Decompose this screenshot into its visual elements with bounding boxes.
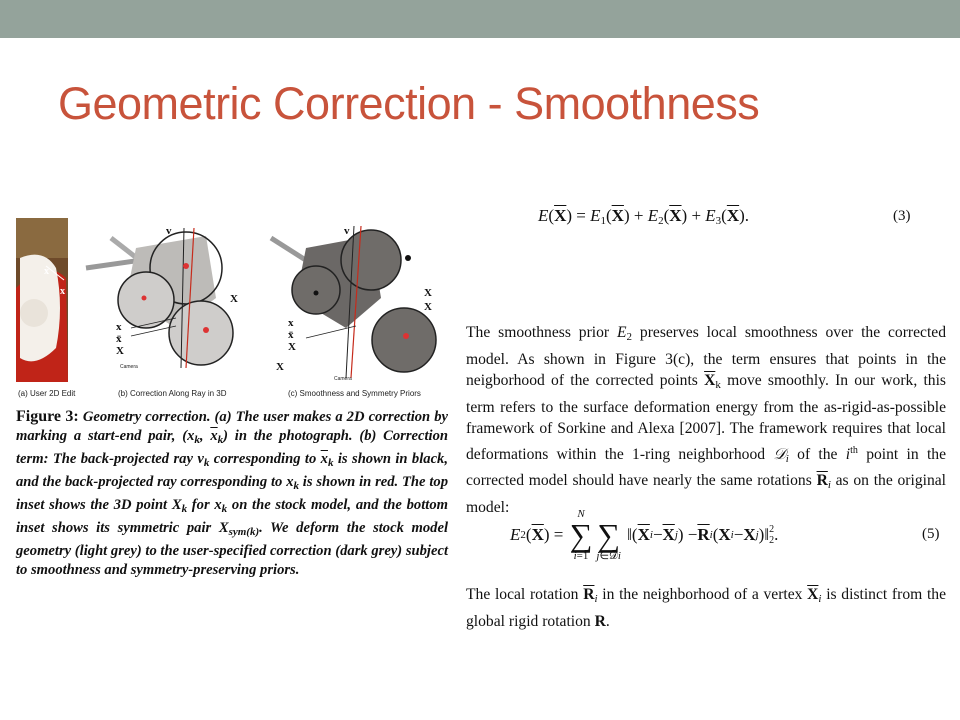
panel-c-label: (c) Smoothness and Symmetry Priors — [288, 389, 421, 398]
svg-text:X: X — [276, 361, 284, 373]
equation-5: E 2 ( $\overline{X}$ ) = N ∑ i=1 ∑ j∈𝒟i ‖( $\overline{X}$ i − $\overline{X}$ j ) − $\overline{R}$ i ( X i − X j )‖ 2 2 . — [510, 508, 779, 562]
panel-b-diagram — [86, 228, 233, 368]
top-banner — [0, 0, 960, 38]
svg-text:X: X — [230, 293, 238, 305]
equation-3: $E(\overline{X}) = E_1(\overline{X}) + E_2(\overline{X}) + E_3(\overline{X})$. — [538, 206, 750, 227]
panel-a-photo — [16, 218, 68, 382]
svg-text:x: x — [44, 266, 49, 277]
svg-text:X: X — [288, 341, 296, 353]
svg-text:Camera: Camera — [120, 364, 138, 370]
svg-text:x: x — [60, 286, 65, 297]
svg-text:x̄: x̄ — [116, 333, 122, 345]
svg-text:Camera: Camera — [334, 376, 352, 382]
figure-caption — [16, 407, 448, 580]
equation-5-number: (5) — [922, 526, 940, 542]
caption-text: Geometry correction. (a) The user makes a 2D correction by marking a start-end pair, ($x_k$, $\overline{x}_k$) in the photograph. (b) Correction term: The back-projected ray $v_k$ corresponding to $\overline{x}_k$ is shown in black, and the back-projected ray corresponding to $x_k$ is shown in red. The top inset shows the 3D point $X_k$ for $x_k$ on the stock model, and the bottom inset shows its symmetric pair $X_{sym(k)}$. We deform the stock model geometry (light grey) to the user-specified correction (dark grey) subject to smoothness and symmetry-preserving priors. — [16, 409, 449, 578]
svg-text:x: x — [288, 317, 294, 329]
slide-title: Geometric Correction - Smoothness — [58, 78, 760, 129]
smoothness-paragraph: The smoothness prior $E_2$ preserves local smoothness over the corrected model. As shown in Figure 3(c), the term ensures that points in the neigborhood of the corrected points $\overline{X}_k$ move smoothly. In our work, this term refers to the surface deformation energy from the as-rigid-as-possible framework of Sorkine and Alexa [2007]. The framework requires that local deformations within the 1-ring neighborhood 𝒟$_i$ of the $i^{th}$ point in the corrected model should have nearly the same rotations $\overline{R}_i$ as on the original model: — [466, 324, 947, 516]
figure-3-image — [16, 218, 448, 400]
svg-text:X: X — [424, 301, 432, 313]
panel-b-label: (b) Correction Along Ray in 3D — [118, 389, 227, 398]
panel-a-label: (a) User 2D Edit — [18, 389, 76, 398]
svg-text:v: v — [166, 225, 172, 237]
svg-text:x: x — [116, 321, 122, 333]
svg-text:x̄: x̄ — [288, 329, 294, 341]
panel-c-diagram — [271, 226, 436, 378]
svg-text:X: X — [424, 287, 432, 299]
rotation-paragraph: The local rotation $\overline{R}_i$ in the neighborhood of a vertex $\overline{X}_i$ is distinct from the global rigid rotation R. — [466, 586, 946, 630]
svg-text:v: v — [344, 225, 350, 237]
equation-3-number: (3) — [893, 208, 911, 224]
caption-label: Figure 3: — [16, 408, 79, 425]
svg-text:X: X — [116, 345, 124, 357]
